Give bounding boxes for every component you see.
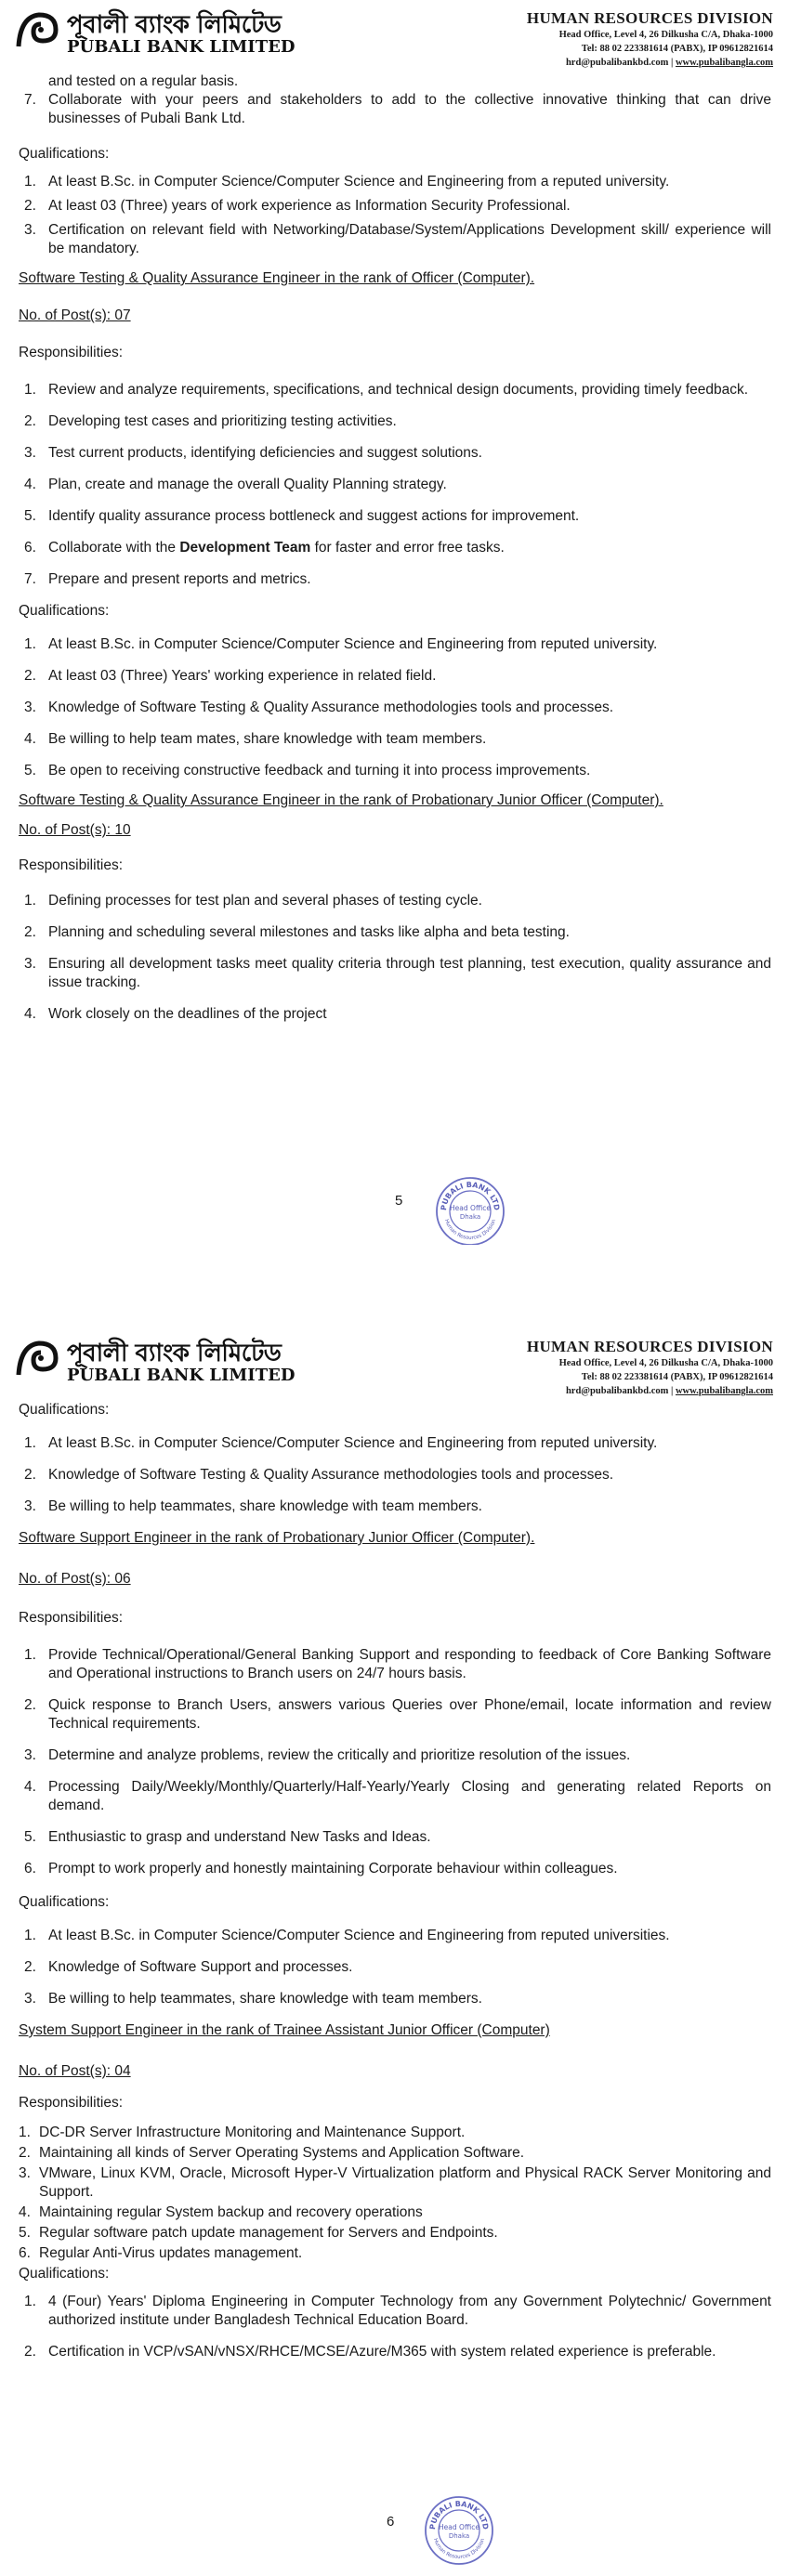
list-item: 6. Regular Anti-Virus updates management. xyxy=(19,2245,303,2261)
development-team-emphasis: Development Team xyxy=(179,540,311,556)
section-label: Responsibilities: xyxy=(19,857,123,873)
bank-name: PUBALI BANK LIMITED xyxy=(67,37,296,57)
list-item: 1. Provide Technical/Operational/General Banking Support and responding to feedback of Core Banking Software and Operational instructions to Branch users on 24/7 hours basis. xyxy=(24,1647,771,1681)
seal-center-line1: Head Office xyxy=(439,2523,479,2531)
prev-responsibilities-list xyxy=(19,91,771,128)
page-number: 6 xyxy=(387,2514,395,2530)
division-title: HUMAN RESOURCES DIVISION xyxy=(526,9,773,27)
section-label: Qualifications: xyxy=(19,1402,110,1418)
division-title: HUMAN RESOURCES DIVISION xyxy=(526,1338,773,1355)
head-office-seal xyxy=(435,1176,506,1245)
telephone: Tel: 88 02 223381614 (PABX), IP 09612821614 xyxy=(581,44,773,54)
seal-outer-text: PUBALI BANK LTD xyxy=(427,2499,491,2530)
section-label: Qualifications: xyxy=(19,603,110,619)
list-item: 1. Review and analyze requirements, specifications, and technical design documents, providing timely feedback. xyxy=(24,382,749,398)
list-item: 4. Maintaining regular System backup and recovery operations xyxy=(19,2204,423,2220)
page-5-body xyxy=(19,72,771,1037)
seal-bottom-text: Human Resources Division xyxy=(431,2537,487,2561)
job-title: Software Testing & Quality Assurance Engineer in the rank of Officer (Computer). xyxy=(19,270,535,286)
list-item: 3. Test current products, identifying deficiencies and suggest solutions. xyxy=(24,445,482,461)
head-office-address: Head Office, Level 4, 26 Dilkusha C/A, Dhaka-1000 xyxy=(558,30,773,40)
list-item: 2. Quick response to Branch Users, answers various Queries over Phone/email, locate information and review Technical requirements. xyxy=(24,1697,771,1732)
qualifications-list xyxy=(19,2293,771,2361)
section-label: Responsibilities: xyxy=(19,1610,123,1626)
number-of-posts: No. of Post(s): 06 xyxy=(19,1571,131,1587)
qualifications-list xyxy=(19,1927,771,2008)
qualifications-list xyxy=(19,635,771,780)
list-item: 3. Determine and analyze problems, review the critically and prioritize resolution of the issues. xyxy=(24,1747,631,1763)
job-title: System Support Engineer in the rank of Trainee Assistant Junior Officer (Computer) xyxy=(19,2022,550,2038)
seal-center-line2: Dhaka xyxy=(448,2532,470,2540)
list-item: 3. VMware, Linux KVM, Oracle, Microsoft Hyper-V Virtualization platform and Physical RACK Server Monitoring and Support. xyxy=(19,2165,771,2200)
list-item: 6. Collaborate with the Development Team for faster and error free tasks. xyxy=(24,540,505,556)
responsibilities-list xyxy=(19,892,771,1024)
contact-line: hrd@pubalibankbd.com | www.pubalibangla.com xyxy=(565,1386,773,1396)
list-item: 1. Defining processes for test plan and several phases of testing cycle. xyxy=(24,893,482,909)
list-item: 4. Be willing to help team mates, share knowledge with team members. xyxy=(24,731,487,747)
logo-bangla-text: পূবালী ব্যাংক লিমিটেড xyxy=(67,1340,282,1367)
job-title: Software Support Engineer in the rank of Probationary Junior Officer (Computer). xyxy=(19,1530,535,1546)
list-item: 2. At least 03 (Three) years of work experience as Information Security Professional. xyxy=(24,198,571,214)
number-of-posts: No. of Post(s): 10 xyxy=(19,822,131,838)
list-item: 2. Planning and scheduling several milestones and tasks like alpha and beta testing. xyxy=(24,924,570,940)
job-title: Software Testing & Quality Assurance Engineer in the rank of Probationary Junior Officer (Computer). xyxy=(19,792,663,808)
list-item: 2. Maintaining all kinds of Server Operating Systems and Application Software. xyxy=(19,2145,525,2161)
list-item: 3. Ensuring all development tasks meet quality criteria through test planning, test execution, quality assurance and issue tracking. xyxy=(24,956,771,990)
list-item: 3. Knowledge of Software Testing & Quality Assurance methodologies tools and processes. xyxy=(24,700,614,715)
svg-text:Human Resources Division xyxy=(432,2537,486,2560)
list-item: 1. DC-DR Server Infrastructure Monitoring and Maintenance Support. xyxy=(19,2125,466,2140)
division-contact xyxy=(466,9,773,70)
section-label: Responsibilities: xyxy=(19,2095,123,2111)
section-label: Responsibilities: xyxy=(19,345,123,360)
prev-qualifications-list xyxy=(19,173,771,258)
website-link[interactable]: www.pubalibangla.com xyxy=(675,1386,773,1396)
continuation-text: and tested on a regular basis. xyxy=(48,73,239,89)
bank-logo xyxy=(15,6,294,61)
list-item: 5. Enthusiastic to grasp and understand New Tasks and Ideas. xyxy=(24,1829,431,1845)
seal-bottom-text: Human Resources Division xyxy=(442,1218,498,1242)
list-item: 1. At least B.Sc. in Computer Science/Computer Science and Engineering from reputed university. xyxy=(24,1435,658,1451)
seal-center-line1: Head Office xyxy=(450,1204,491,1212)
page-6-body xyxy=(19,1401,771,2374)
list-item: 1. 4 (Four) Years' Diploma Engineering in Computer Technology from any Government Polytechnic/ Government authorized institute under Bangladesh Technical Education Board. xyxy=(24,2294,771,2328)
list-item: 5. Identify quality assurance process bottleneck and suggest actions for improvement. xyxy=(24,508,580,524)
list-item: 1. At least B.Sc. in Computer Science/Computer Science and Engineering from reputed universities. xyxy=(24,1928,670,1943)
list-item: 7. Prepare and present reports and metrics. xyxy=(24,571,311,587)
document-page-5 xyxy=(0,0,788,1245)
head-office-seal xyxy=(424,2495,494,2566)
contact-line: hrd@pubalibankbd.com | www.pubalibangla.com xyxy=(565,58,773,68)
bank-emblem-icon xyxy=(15,1338,61,1379)
website-link[interactable]: www.pubalibangla.com xyxy=(675,58,773,68)
number-of-posts: No. of Post(s): 04 xyxy=(19,2063,131,2079)
responsibilities-list xyxy=(19,381,771,589)
qualifications-list xyxy=(19,1434,771,1516)
division-contact xyxy=(466,1338,773,1398)
list-item: 4. Work closely on the deadlines of the project xyxy=(24,1006,327,1022)
bank-emblem-icon xyxy=(15,9,61,50)
list-item: 3. Be willing to help teammates, share knowledge with team members. xyxy=(24,1498,482,1514)
list-item: 7. Collaborate with your peers and stakeholders to add to the collective innovative thinking that can drive businesses of Pubali Bank Ltd. xyxy=(24,92,771,126)
list-item: 2. Certification in VCP/vSAN/vNSX/RHCE/MCSE/Azure/M365 with system related experience is preferable. xyxy=(24,2344,716,2360)
list-item: 2. Developing test cases and prioritizing testing activities. xyxy=(24,413,397,429)
responsibilities-list xyxy=(19,2124,771,2263)
number-of-posts: No. of Post(s): 07 xyxy=(19,307,131,323)
email-link[interactable]: hrd@pubalibankbd.com xyxy=(565,58,669,68)
email-link[interactable]: hrd@pubalibankbd.com xyxy=(565,1386,669,1396)
telephone: Tel: 88 02 223381614 (PABX), IP 09612821614 xyxy=(581,1372,773,1382)
document-page-6 xyxy=(0,1301,788,2576)
section-label: Qualifications: xyxy=(19,146,110,162)
list-item: 5. Be open to receiving constructive feedback and turning it into process improvements. xyxy=(24,763,591,778)
section-label: Qualifications: xyxy=(19,2266,110,2282)
list-item: 1. At least B.Sc. in Computer Science/Computer Science and Engineering from a reputed university. xyxy=(24,174,670,190)
section-label: Qualifications: xyxy=(19,1894,110,1910)
list-item: 2. Knowledge of Software Testing & Quality Assurance methodologies tools and processes. xyxy=(24,1467,614,1483)
list-item: 5. Regular software patch update management for Servers and Endpoints. xyxy=(19,2225,498,2241)
bank-logo xyxy=(15,1334,294,1390)
list-item: 6. Prompt to work properly and honestly maintaining Corporate behaviour within colleagues. xyxy=(24,1861,618,1876)
bank-name: PUBALI BANK LIMITED xyxy=(67,1366,296,1385)
list-item: 3. Certification on relevant field with Networking/Database/System/Applications Development skill/ experience will be mandatory. xyxy=(24,222,771,256)
list-item: 3. Be willing to help teammates, share knowledge with team members. xyxy=(24,1991,482,2007)
list-item: 4. Plan, create and manage the overall Quality Planning strategy. xyxy=(24,477,447,492)
seal-center-line2: Dhaka xyxy=(459,1213,481,1221)
list-item: 2. At least 03 (Three) Years' working experience in related field. xyxy=(24,668,437,684)
head-office-address: Head Office, Level 4, 26 Dilkusha C/A, Dhaka-1000 xyxy=(558,1358,773,1368)
svg-text:Human Resources Division xyxy=(443,1218,497,1241)
page-number: 5 xyxy=(395,1193,403,1209)
seal-outer-text: PUBALI BANK LTD xyxy=(439,1180,502,1211)
logo-bangla-text: পূবালী ব্যাংক লিমিটেড xyxy=(67,11,282,39)
list-item: 4. Processing Daily/Weekly/Monthly/Quarterly/Half-Yearly/Yearly Closing and generating related Reports on demand. xyxy=(24,1779,771,1813)
list-item: 2. Knowledge of Software Support and processes. xyxy=(24,1959,353,1975)
responsibilities-list xyxy=(19,1646,771,1878)
list-item: 1. At least B.Sc. in Computer Science/Computer Science and Engineering from reputed university. xyxy=(24,636,658,652)
